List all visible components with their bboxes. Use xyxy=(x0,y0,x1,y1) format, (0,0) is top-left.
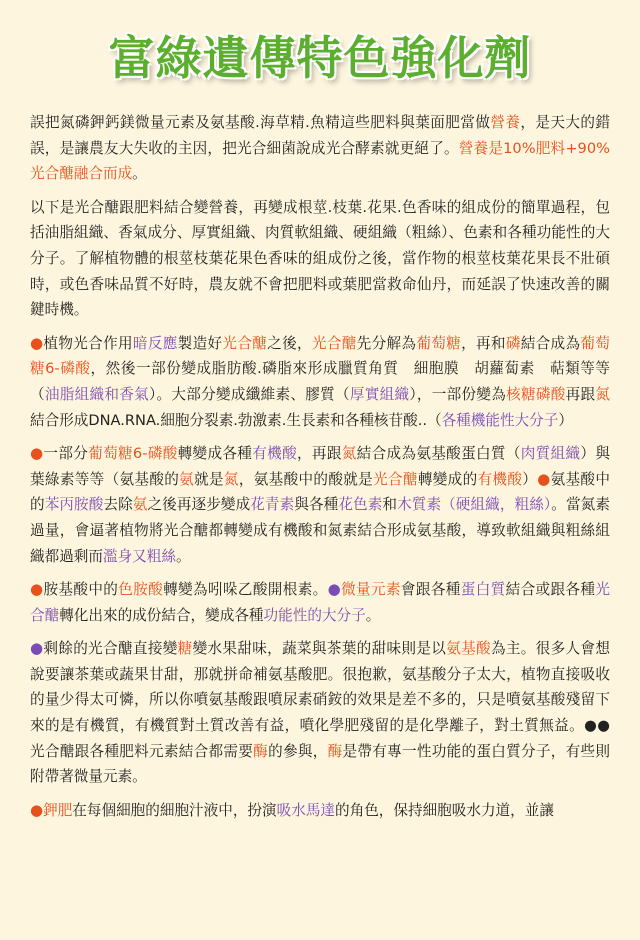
text-run: 是帶有專一性功能的蛋白質分子，有些則附帶著微量元素。 xyxy=(30,742,610,786)
text-run: 結合形成DNA.RNA.細胞分裂素.勃激素.生長素和各種核苷酸..（ xyxy=(30,411,442,429)
page-title: 富綠遺傳特色強化劑 xyxy=(108,31,532,85)
text-run: 氨 xyxy=(132,496,148,514)
text-run: 剩餘的光合醣直接變 xyxy=(43,640,178,658)
text-run: 轉化出來的成份結合，變成各種 xyxy=(59,606,264,624)
text-run: ，是天大的錯誤，是讓農友大失收的主因，把光合細菌說成光合酵素就更絕了。 xyxy=(30,114,610,157)
text-run: 濫身又粗絲 xyxy=(102,547,176,565)
bullet-icon: ● xyxy=(30,639,44,658)
bullet-icon: ● xyxy=(30,333,44,352)
text-run: 胺基酸中的 xyxy=(43,581,119,599)
title-bar xyxy=(0,0,640,110)
text-run: 。當氮素過量，會逼著植物將光合醣都轉變成有機酸和氮素結合形成氨基酸，導致軟組織與粗絲組織都過剩而 xyxy=(30,496,610,565)
bullet-icon: ● xyxy=(327,580,342,599)
text-run: 肉質組織 xyxy=(520,445,581,463)
text-run: 有機酸 xyxy=(477,470,523,488)
paragraph xyxy=(30,577,610,628)
paragraph xyxy=(30,798,610,824)
text-run: 蛋白質 xyxy=(460,581,506,599)
text-run: 在每個細胞的細胞汁液中，扮演 xyxy=(72,801,277,819)
text-run: 的參與， xyxy=(268,742,328,760)
text-run: 氮 xyxy=(223,470,239,488)
bullet-icon: ● xyxy=(30,580,44,599)
text-run: 植物光合作用 xyxy=(43,334,133,352)
text-run: 之後再逐步變成 xyxy=(147,496,251,514)
paragraph xyxy=(30,195,610,323)
text-run: 會跟各種 xyxy=(400,581,461,599)
text-run: 光合醣 xyxy=(30,581,610,624)
text-run: 與各種 xyxy=(294,496,339,514)
text-run: ）。大部分變成纖維素、膠質（ xyxy=(148,385,350,403)
text-run: 花青素 xyxy=(250,496,295,514)
text-run: 轉變成的 xyxy=(417,470,478,488)
text-run: 的角色，保持細胞吸水力道，並讓 xyxy=(335,801,554,819)
text-run: 。 xyxy=(175,547,191,565)
text-run: 色胺酸 xyxy=(118,581,164,599)
text-run: 結合成為 xyxy=(520,334,581,352)
text-run: 吸水馬達 xyxy=(276,801,336,819)
bullet-icon: ● xyxy=(30,444,44,463)
text-run: 鉀肥 xyxy=(43,801,73,819)
text-run: 光合醣 xyxy=(222,334,268,352)
text-run: 營養 xyxy=(490,114,521,131)
text-run: 以下是光合醣跟肥料結合變營養，再變成根莖.枝葉.花果.色香味的組成份的簡單過程，包括油脂組織、香氣成分、厚實組織、肉質軟組織、硬組織（粗絲）、色素和各種功能性的大分子。了解植物體的根莖枝葉花果色香味的組成份之後，當作物的根莖枝葉花果長不壯碩時，或色香味品質不好時，農友就不會把肥料或葉肥當救命仙丹，而延誤了快速改善的關鍵時機。 xyxy=(30,198,610,319)
text-run: 再跟 xyxy=(565,385,596,403)
text-run: 有機酸 xyxy=(252,445,297,463)
text-run: 製造好 xyxy=(177,334,223,352)
text-run: 氮 xyxy=(595,385,610,403)
text-run: 和 xyxy=(382,496,398,514)
text-run: 轉變成各種 xyxy=(177,445,253,463)
text-run: 葡萄糖6-磷酸 xyxy=(30,334,610,378)
bullet-icon: ● xyxy=(30,800,44,819)
text-run: 光合醣 xyxy=(373,470,418,488)
text-run: 木質素 xyxy=(397,496,442,514)
text-run: 。 xyxy=(132,165,147,183)
text-run: ） xyxy=(522,470,538,488)
text-run: ，再跟 xyxy=(296,445,342,463)
text-run: ，氨基酸中的酸就是 xyxy=(238,470,374,488)
text-run: 就是 xyxy=(194,470,224,488)
text-run: 油脂組織和香氣 xyxy=(44,385,149,403)
text-run: 誤把氮磷鉀鈣鎂微量元素及氨基酸.海草精.魚精這些肥料與葉面肥當做 xyxy=(30,114,491,131)
text-run: 核糖磷酸 xyxy=(506,385,566,403)
text-run: 功能性的大分子 xyxy=(263,606,366,624)
text-run: 光合醣 xyxy=(311,334,357,352)
text-run: ，再和 xyxy=(461,334,506,352)
text-run: 花色素 xyxy=(338,496,383,514)
text-run: ） xyxy=(558,411,573,429)
text-run: 營養是10%肥料+90%光合醣融合而成 xyxy=(30,139,610,183)
paragraph xyxy=(30,331,610,433)
text-run: ），一部份變為 xyxy=(409,385,507,403)
article-body xyxy=(0,110,640,823)
text-run: 轉變為吲哚乙酸開根素。 xyxy=(163,581,328,599)
text-run: 。 xyxy=(365,606,381,624)
text-run: （硬組織，粗絲） xyxy=(441,496,552,514)
text-run: ，然後一部份變成脂肪酸.磷脂來形成臘質角質 細胞膜 胡蘿蔔素 萜類等等（ xyxy=(30,360,610,403)
text-run: 一部分 xyxy=(43,445,89,463)
text-run: 微量元素 xyxy=(341,581,401,599)
text-run: ）與葉綠素等等（氨基酸的 xyxy=(30,445,610,488)
text-run: 氨基酸中的 xyxy=(30,470,610,514)
paragraph xyxy=(30,636,610,790)
text-run: 氨 xyxy=(179,470,195,488)
bullet-icon: ● xyxy=(537,469,551,488)
text-run: 磷 xyxy=(505,334,521,352)
text-run: 之後， xyxy=(267,334,312,352)
text-run: 酶 xyxy=(327,742,343,760)
text-run: 結合或跟各種 xyxy=(505,581,596,599)
text-run: 變水果甜味，蔬菜與茶葉的甜味則是以 xyxy=(192,640,447,658)
text-run: 各種機能性大分子 xyxy=(441,411,559,429)
text-run: 為主。很多人會想說要讓茶葉或蔬果甘甜，那就拼命補氨基酸肥。很抱歉，氨基酸分子太大，植物直接吸收的量少得太可憐，所以你噴氨基酸跟噴尿素硝銨的效果是差不多的，只是噴氨基酸殘留下來的是有機質，有機質對土質改善有益，噴化學肥殘留的是化學離子，對土質無益。●●光合醣跟各種肥料元素結合都需要 xyxy=(30,640,610,760)
text-run: 氨基酸 xyxy=(446,640,491,658)
text-run: 去除 xyxy=(103,496,133,514)
paragraph xyxy=(30,110,610,187)
text-run: 葡萄糖 xyxy=(416,334,462,352)
text-run: 糖 xyxy=(177,640,193,658)
text-run: 酶 xyxy=(253,742,269,760)
text-run: 氮 xyxy=(341,445,357,463)
text-run: 厚實組織 xyxy=(349,385,410,403)
text-run: 結合成為氨基酸蛋白質（ xyxy=(356,445,521,463)
text-run: 先分解為 xyxy=(356,334,417,352)
text-run: 葡萄糖6-磷酸 xyxy=(88,445,178,463)
text-run: 暗反應 xyxy=(132,334,178,352)
paragraph xyxy=(30,441,610,569)
text-run: 苯丙胺酸 xyxy=(44,496,104,514)
